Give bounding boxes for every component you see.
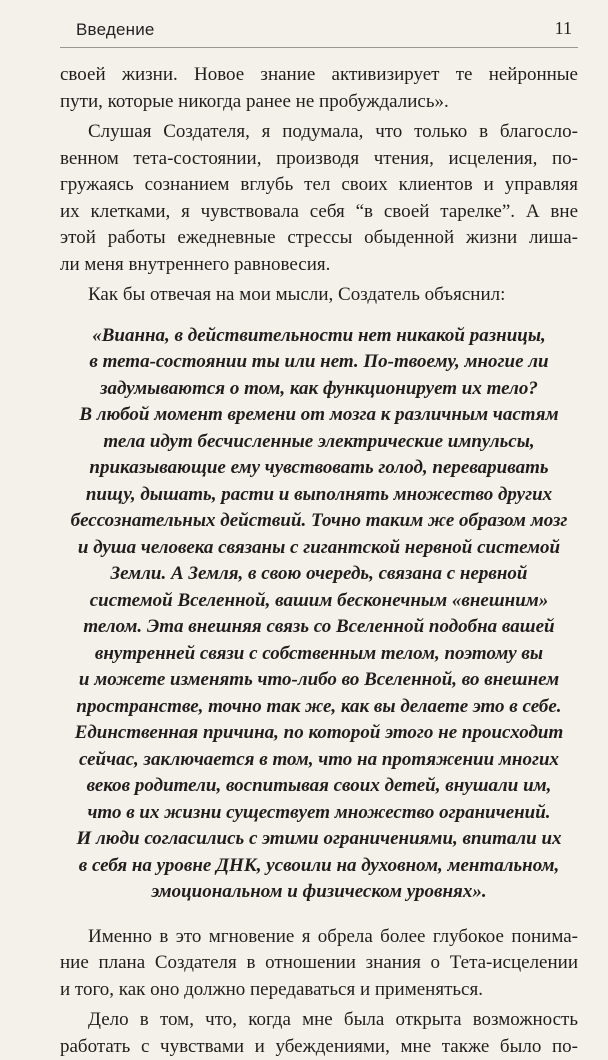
quote-line: задумываются о том, как функционирует их тело? <box>60 376 578 403</box>
text-line: гружаясь сознанием вглубь тел своих клиентов и управляя <box>60 172 578 199</box>
quote-line: В любой момент времени от мозга к различным частям <box>60 402 578 429</box>
quote-line: пищу, дышать, расти и выполнять множество других <box>60 482 578 509</box>
paragraph-4 <box>60 924 578 1004</box>
page-number: 11 <box>555 14 572 39</box>
section-title: Введение <box>76 14 155 40</box>
quote-line: системой Вселенной, вашим бесконечным «внешним» <box>60 588 578 615</box>
quote-line: приказывающие ему чувствовать голод, переваривать <box>60 455 578 482</box>
text-line: этой работы ежедневные стрессы обыденной жизни лиша- <box>60 225 578 252</box>
text-line: венном тета-состоянии, производя чтения, исцеления, по- <box>60 146 578 173</box>
quote-line: И люди согласились с этими ограничениями, впитали их <box>60 826 578 853</box>
text-line: и того, как оно должно передаваться и применяться. <box>60 977 578 1004</box>
quote-line: эмоциональном и физическом уровнях». <box>60 879 578 906</box>
quote-line: в себя на уровне ДНК, усвоили на духовном, ментальном, <box>60 853 578 880</box>
text-line: их клетками, я чувствовала себя “в своей тарелке”. А вне <box>60 199 578 226</box>
text-line: ли меня внутреннего равновесия. <box>60 252 578 279</box>
quote-line: что в их жизни существует множество ограничений. <box>60 800 578 827</box>
text-line: своей жизни. Новое знание активизирует те нейронные <box>60 62 578 89</box>
quote-line: сейчас, заключается в том, что на протяжении многих <box>60 747 578 774</box>
quote-line: бессознательных действий. Точно таким же образом мозг <box>60 508 578 535</box>
text-line: работать с чувствами и убеждениями, мне также было по- <box>60 1034 578 1060</box>
quote-line: пространстве, точно так же, как вы делаете это в себе. <box>60 694 578 721</box>
text-line: Слушая Создателя, я подумала, что только в благосло- <box>60 119 578 146</box>
paragraph-1 <box>60 62 578 115</box>
running-header <box>76 14 572 46</box>
paragraph-2 <box>60 119 578 278</box>
text-line: Дело в том, что, когда мне была открыта возможность <box>60 1007 578 1034</box>
quote-line: и душа человека связаны с гигантской нервной системой <box>60 535 578 562</box>
quote-line: внутренней связи с собственным телом, поэтому вы <box>60 641 578 668</box>
quote-line: Единственная причина, по которой этого не происходит <box>60 720 578 747</box>
quote-line: веков родители, воспитывая своих детей, внушали им, <box>60 773 578 800</box>
text-line: Как бы отвечая на мои мысли, Создатель объяснил: <box>60 282 578 309</box>
quote-line: «Вианна, в действительности нет никакой разницы, <box>60 323 578 350</box>
text-line: пути, которые никогда ранее не пробуждались». <box>60 89 578 116</box>
header-rule <box>60 47 578 48</box>
page-body <box>60 62 578 1060</box>
quote-line: Земли. А Земля, в свою очередь, связана с нервной <box>60 561 578 588</box>
creator-quote <box>60 323 578 906</box>
paragraph-3 <box>60 282 578 309</box>
text-line: ние плана Создателя в отношении знания о Тета-исцелении <box>60 950 578 977</box>
quote-line: и можете изменять что-либо во Вселенной, во внешнем <box>60 667 578 694</box>
text-line: Именно в это мгновение я обрела более глубокое понима- <box>60 924 578 951</box>
paragraph-5 <box>60 1007 578 1060</box>
quote-line: в тета-состоянии ты или нет. По-твоему, многие ли <box>60 349 578 376</box>
quote-line: телом. Эта внешняя связь со Вселенной подобна вашей <box>60 614 578 641</box>
quote-line: тела идут бесчисленные электрические импульсы, <box>60 429 578 456</box>
